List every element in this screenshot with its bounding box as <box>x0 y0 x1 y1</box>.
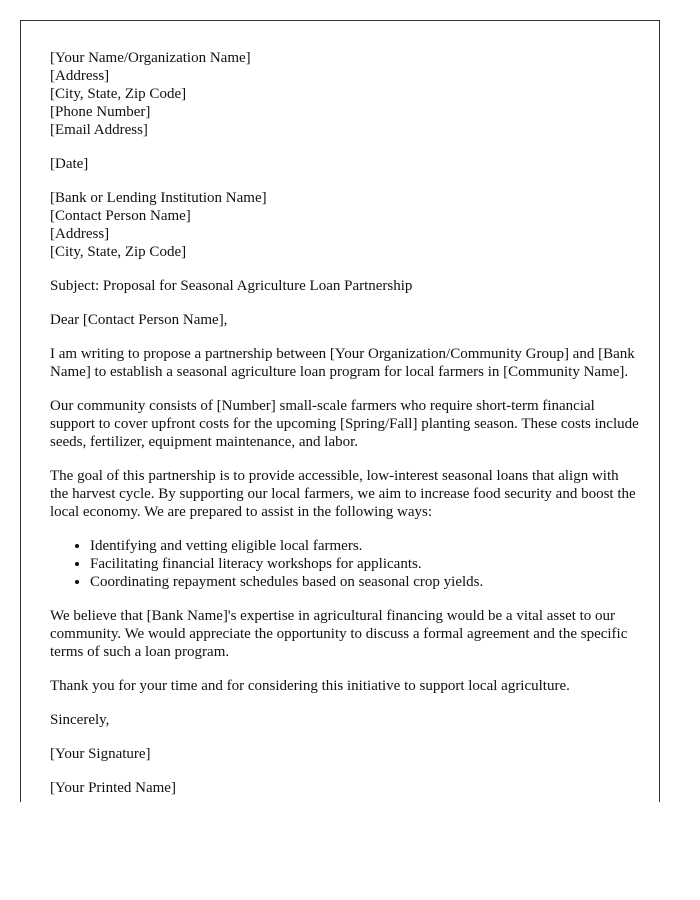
sender-name: [Your Name/Organization Name] <box>50 50 251 66</box>
list-item: • Identifying and vetting eligible local farmers. <box>90 537 640 555</box>
sender-block <box>50 49 640 139</box>
subject-line: Subject: Proposal for Seasonal Agriculture Loan Partnership <box>50 278 413 294</box>
closing-paragraph-2: Thank you for your time and for considering this initiative to support local agriculture. <box>50 678 570 694</box>
recipient-block <box>50 189 640 261</box>
salutation: Dear [Contact Person Name], <box>50 312 228 328</box>
assistance-list <box>50 537 640 591</box>
recipient-institution: [Bank or Lending Institution Name] <box>50 190 267 206</box>
body-paragraph-2: Our community consists of [Number] small-scale farmers who require short-term financial support to cover upfront costs for the upcoming [Spring/Fall] planting season. These costs include seeds, fertilizer, equipment maintenance, and labor. <box>50 398 639 450</box>
sender-address: [Address] <box>50 68 110 84</box>
sender-email: [Email Address] <box>50 122 148 138</box>
recipient-address: [Address] <box>50 226 110 242</box>
body-paragraph-1: I am writing to propose a partnership between [Your Organization/Community Group] and [Bank Name] to establish a seasonal agriculture loan program for local farmers in [Community Name]. <box>50 346 635 380</box>
sender-city-state-zip: [City, State, Zip Code] <box>50 86 187 102</box>
letter-page <box>20 20 660 802</box>
list-item: • Facilitating financial literacy workshops for applicants. <box>90 555 640 573</box>
body-paragraph-3: The goal of this partnership is to provide accessible, low-interest seasonal loans that align with the harvest cycle. By supporting our local farmers, we aim to increase food security and boost the local economy. We are prepared to assist in the following ways: <box>50 468 636 520</box>
letter-content <box>50 49 640 797</box>
date-block <box>50 155 640 173</box>
printed-name-placeholder: [Your Printed Name] <box>50 780 176 796</box>
sender-phone: [Phone Number] <box>50 104 151 120</box>
letter-date: [Date] <box>50 156 89 172</box>
signature-placeholder: [Your Signature] <box>50 746 151 762</box>
sign-off: Sincerely, <box>50 712 110 728</box>
list-item: • Coordinating repayment schedules based on seasonal crop yields. <box>90 573 640 591</box>
recipient-city-state-zip: [City, State, Zip Code] <box>50 244 187 260</box>
closing-paragraph-1: We believe that [Bank Name]'s expertise in agricultural financing would be a vital asset to our community. We would appreciate the opportunity to discuss a formal agreement and the specific terms of such a loan program. <box>50 608 628 660</box>
recipient-contact: [Contact Person Name] <box>50 208 191 224</box>
